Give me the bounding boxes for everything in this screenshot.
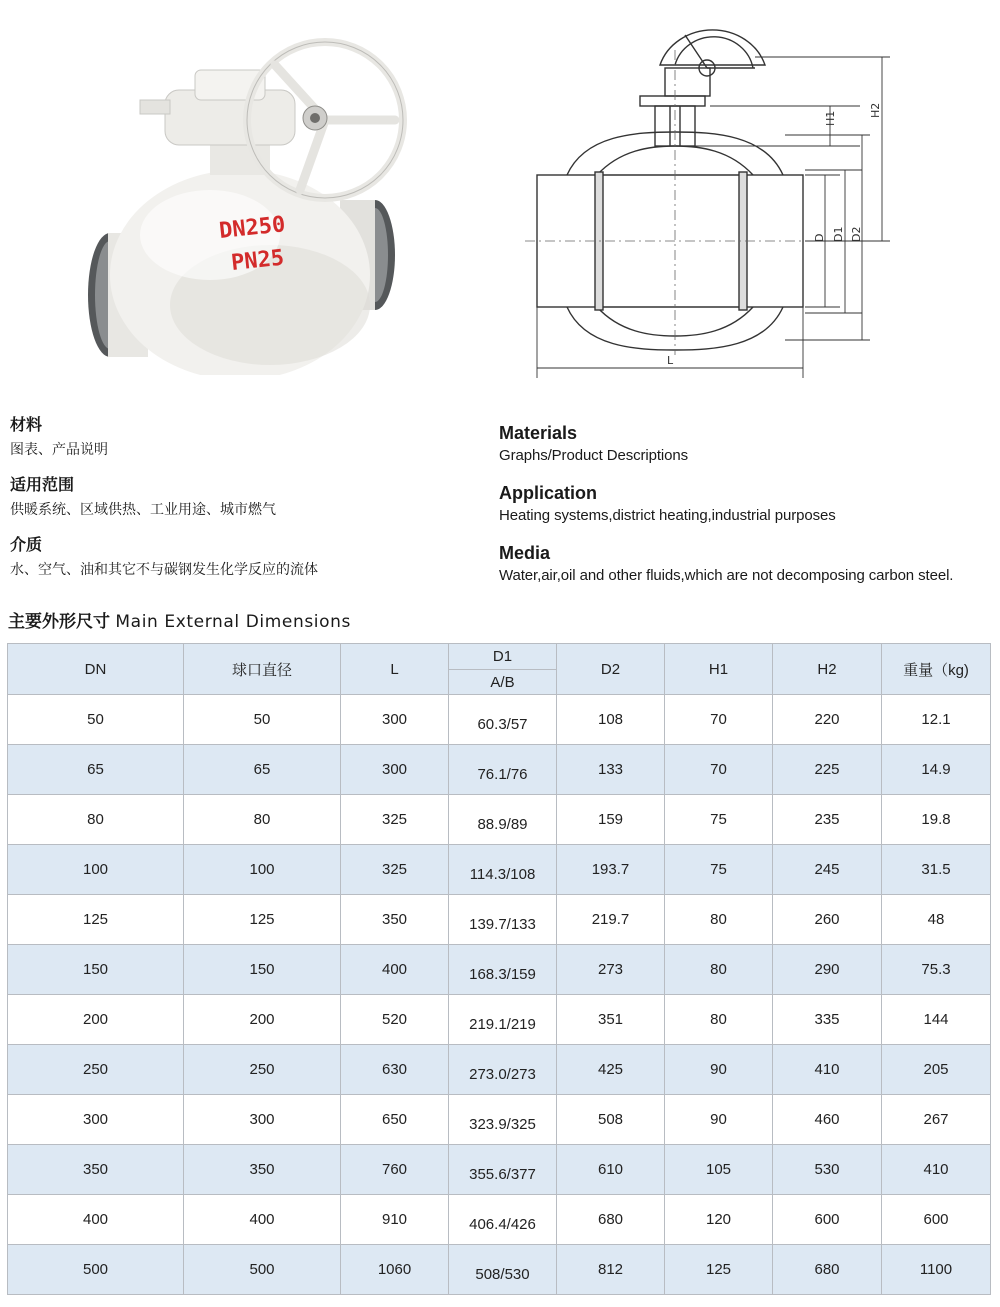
cell-d2: 108 [557,695,665,745]
cell-d2: 159 [557,795,665,845]
cell-d1: 355.6/377 [449,1145,557,1195]
cell-weight: 267 [882,1095,991,1145]
cell-ball: 350 [184,1145,341,1195]
table-row [8,895,991,945]
cell-l: 520 [341,995,449,1045]
cell-dn: 500 [8,1245,184,1295]
cell-d1: 273.0/273 [449,1045,557,1095]
cell-ball: 250 [184,1045,341,1095]
cell-h2: 225 [773,745,882,795]
en-application-title: Application [499,483,597,503]
cell-d2: 680 [557,1195,665,1245]
cell-weight: 410 [882,1145,991,1195]
cell-weight: 75.3 [882,945,991,995]
cell-d2: 610 [557,1145,665,1195]
cell-dn: 65 [8,745,184,795]
cell-h2: 410 [773,1045,882,1095]
cell-h2: 680 [773,1245,882,1295]
cell-l: 630 [341,1045,449,1095]
table-row [8,1095,991,1145]
cell-h2: 460 [773,1095,882,1145]
section-title-cn: 主要外形尺寸 [8,612,110,632]
cell-ball: 150 [184,945,341,995]
cell-ball: 65 [184,745,341,795]
cell-weight: 12.1 [882,695,991,745]
cell-dn: 100 [8,845,184,895]
cell-weight: 205 [882,1045,991,1095]
dimensions-table [7,643,991,1295]
cell-d2: 508 [557,1095,665,1145]
cell-h1: 80 [665,945,773,995]
header-l: L [341,644,449,695]
table-row [8,1145,991,1195]
cell-dn: 350 [8,1145,184,1195]
cell-d2: 133 [557,745,665,795]
cell-weight: 19.8 [882,795,991,845]
cn-info [10,414,480,594]
en-application-text: Heating systems,district heating,industrial purposes [499,507,836,524]
cell-d2: 273 [557,945,665,995]
cell-h1: 105 [665,1145,773,1195]
cell-weight: 144 [882,995,991,1045]
cell-d1: 88.9/89 [449,795,557,845]
cell-h1: 90 [665,1095,773,1145]
cell-dn: 400 [8,1195,184,1245]
section-title [8,610,351,634]
header-d2: D2 [557,644,665,695]
table-row [8,1245,991,1295]
cell-dn: 80 [8,795,184,845]
technical-drawing [525,10,905,390]
cell-d2: 193.7 [557,845,665,895]
cell-d2: 425 [557,1045,665,1095]
cell-d1: 406.4/426 [449,1195,557,1245]
cell-h1: 75 [665,845,773,895]
cell-ball: 500 [184,1245,341,1295]
cell-weight: 31.5 [882,845,991,895]
cell-h2: 260 [773,895,882,945]
cn-application-text: 供暖系统、区域供热、工业用途、城市燃气 [10,502,276,518]
cell-l: 325 [341,845,449,895]
dim-label-l: L [667,354,674,367]
cell-h1: 120 [665,1195,773,1245]
cn-media-title: 介质 [10,535,43,554]
cn-materials-text: 图表、产品说明 [10,442,108,458]
cn-media-text: 水、空气、油和其它不与碳钢发生化学反应的流体 [10,562,318,578]
cell-l: 760 [341,1145,449,1195]
cell-l: 300 [341,695,449,745]
cn-materials-title: 材料 [10,415,43,434]
cell-dn: 300 [8,1095,184,1145]
cell-h1: 80 [665,995,773,1045]
cell-dn: 150 [8,945,184,995]
cell-h1: 70 [665,745,773,795]
cell-l: 325 [341,795,449,845]
table-row [8,1195,991,1245]
cell-h2: 530 [773,1145,882,1195]
cell-ball: 400 [184,1195,341,1245]
dim-label-d2: D2 [850,226,863,242]
header-d1-sub: A/B [449,670,557,695]
cell-ball: 50 [184,695,341,745]
header-d1: D1 [449,644,557,670]
cell-d2: 812 [557,1245,665,1295]
cell-d1: 508/530 [449,1245,557,1295]
cell-d2: 219.7 [557,895,665,945]
header-h1: H1 [665,644,773,695]
cell-weight: 600 [882,1195,991,1245]
cell-ball: 300 [184,1095,341,1145]
cell-weight: 48 [882,895,991,945]
cell-d1: 76.1/76 [449,745,557,795]
cn-application-title: 适用范围 [10,475,75,494]
cell-weight: 14.9 [882,745,991,795]
table-row [8,945,991,995]
cell-l: 350 [341,895,449,945]
dim-label-h1: H1 [824,110,837,126]
section-title-en: Main External Dimensions [115,612,351,632]
cell-l: 910 [341,1195,449,1245]
table-row [8,1045,991,1095]
en-materials-title: Materials [499,423,578,443]
cell-h2: 335 [773,995,882,1045]
header-dn: DN [8,644,184,695]
cell-h1: 70 [665,695,773,745]
cell-d2: 351 [557,995,665,1045]
dim-label-h2: H2 [869,102,882,118]
cell-d1: 219.1/219 [449,995,557,1045]
cell-h2: 235 [773,795,882,845]
cell-l: 300 [341,745,449,795]
cell-ball: 200 [184,995,341,1045]
cell-weight: 1100 [882,1245,991,1295]
table-row [8,745,991,795]
cell-ball: 125 [184,895,341,945]
marking-pn: PN25 [230,245,286,276]
en-materials-text: Graphs/Product Descriptions [499,447,689,464]
cell-h2: 600 [773,1195,882,1245]
table-row [8,695,991,745]
en-info [499,422,999,602]
cell-d1: 168.3/159 [449,945,557,995]
table-row [8,845,991,895]
cell-d1: 323.9/325 [449,1095,557,1145]
header-h2: H2 [773,644,882,695]
cell-d1: 60.3/57 [449,695,557,745]
cell-dn: 125 [8,895,184,945]
cell-dn: 250 [8,1045,184,1095]
cell-h1: 125 [665,1245,773,1295]
header-ball-diameter: 球口直径 [184,644,341,695]
cell-h2: 220 [773,695,882,745]
en-media-text: Water,air,oil and other fluids,which are not decomposing carbon steel. [499,567,954,584]
cell-h2: 245 [773,845,882,895]
valve-photo [70,30,420,375]
dim-label-d: D [813,233,826,242]
cell-d1: 139.7/133 [449,895,557,945]
cell-l: 1060 [341,1245,449,1295]
cell-ball: 80 [184,795,341,845]
cell-d1: 114.3/108 [449,845,557,895]
marking-dn: DN250 [218,212,287,244]
table-row [8,795,991,845]
cell-h1: 90 [665,1045,773,1095]
cell-dn: 200 [8,995,184,1045]
en-media-title: Media [499,543,551,563]
cell-h1: 80 [665,895,773,945]
cell-h2: 290 [773,945,882,995]
cell-l: 650 [341,1095,449,1145]
cell-l: 400 [341,945,449,995]
cell-ball: 100 [184,845,341,895]
dim-label-d1: D1 [832,226,845,242]
cell-h1: 75 [665,795,773,845]
table-body [8,695,991,1295]
table-row [8,995,991,1045]
header-weight: 重量（kg) [882,644,991,695]
cell-dn: 50 [8,695,184,745]
